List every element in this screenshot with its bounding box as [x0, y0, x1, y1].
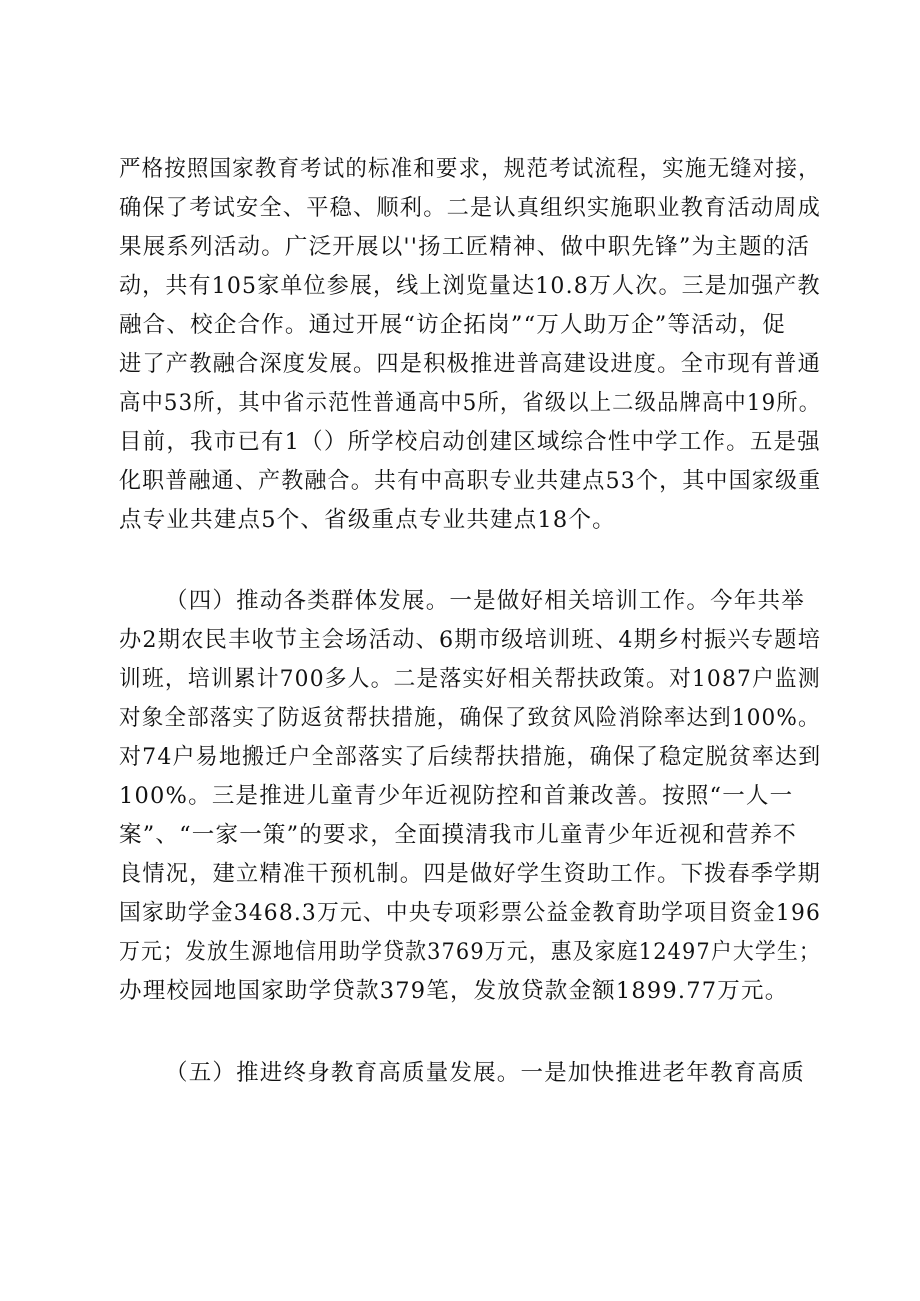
section-heading-4: （四）推动各类群体发展。一是做好相关培训工作。今年共举	[165, 588, 805, 614]
text-line: 国家助学金3468.3万元、中央专项彩票公益金教育助学项目资金196	[119, 900, 822, 926]
text-line: 进了产教融合深度发展。四是积极推进普高建设进度。全市现有普通	[119, 351, 821, 377]
text-line: 良情况，建立精准干预机制。四是做好学生资助工作。下拨春季学期	[119, 861, 821, 887]
text-line: 案”、“一家一策”的要求，全面摸清我市儿童青少年近视和营养不	[119, 822, 798, 848]
text-line: 对象全部落实了防返贫帮扶措施，确保了致贫风险消除率达到100%。	[119, 705, 821, 731]
text-line: 办2期农民丰收节主会场活动、6期市级培训班、4期乡村振兴专题培	[119, 627, 822, 653]
text-line: 果展系列活动。广泛开展以''扬工匠精神、做中职先锋”为主题的活	[119, 234, 811, 260]
text-line: 融合、校企合作。通过开展“访企拓岗”“万人助万企”等活动，促	[119, 312, 787, 338]
text-line: 严格按照国家教育考试的标准和要求，规范考试流程，实施无缝对接，	[119, 156, 821, 182]
text-line: 动，共有105家单位参展，线上浏览量达10.8万人次。三是加强产教	[119, 273, 821, 299]
text-line: 确保了考试安全、平稳、顺利。二是认真组织实施职业教育活动周成	[119, 195, 821, 221]
text-line: 对74户易地搬迁户全部落实了后续帮扶措施，确保了稳定脱贫率达到	[119, 744, 822, 770]
text-line: 点专业共建点5个、省级重点专业共建点18个。	[119, 507, 616, 533]
text-line: 目前，我市已有1（）所学校启动创建区域综合性中学工作。五是强	[119, 429, 821, 455]
text-line: 100%。三是推进儿童青少年近视防控和首兼改善。按照“一人一	[119, 783, 794, 809]
text-line: 化职普融通、产教融合。共有中高职专业共建点53个，其中国家级重	[119, 468, 822, 494]
text-line: 办理校园地国家助学贷款379笔，发放贷款金额1899.77万元。	[119, 978, 789, 1004]
text-line: 训班，培训累计700多人。二是落实好相关帮扶政策。对1087户监测	[119, 666, 821, 692]
text-line: 高中53所，其中省示范性普通高中5所，省级以上二级品牌高中19所。	[119, 390, 822, 416]
text-line: 万元；发放生源地信用助学贷款3769万元，惠及家庭12497户大学生；	[119, 939, 821, 965]
section-heading-5: （五）推进终身教育高质量发展。一是加快推进老年教育高质	[165, 1060, 805, 1086]
